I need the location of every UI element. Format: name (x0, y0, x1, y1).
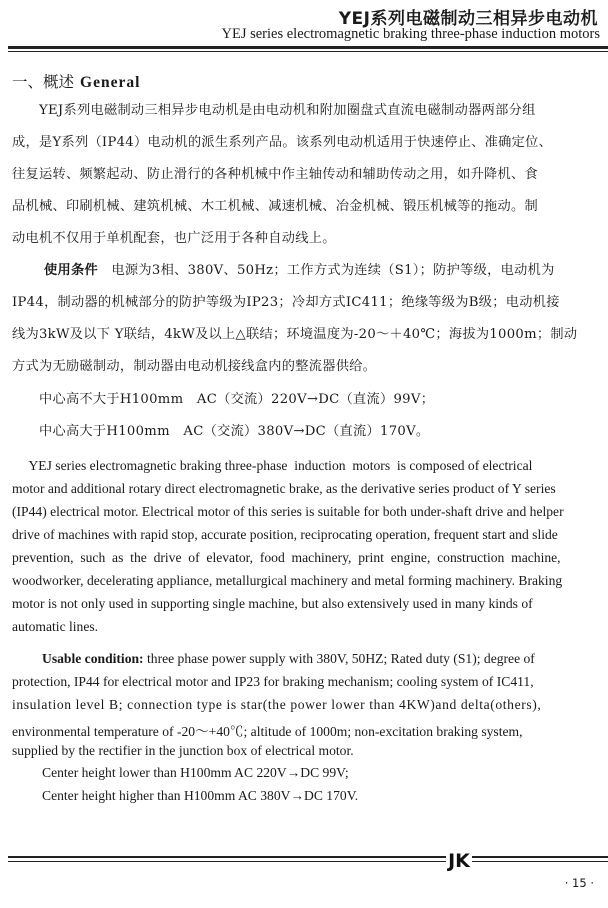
header-title-en: YEJ series electromagnetic braking three-phase induction motors (221, 26, 600, 42)
en-usage-first-line (42, 651, 535, 667)
zh-usage-first-line (44, 259, 555, 278)
en-usage-line: environmental temperature of -20～+40℃; altitude of 1000m; non-excitation braking system, (12, 724, 523, 739)
zh-usage-line: 线为3kW及以下 Y联结，4kW及以上△联结；环境温度为-20～＋40℃；海拔为1000m；制动 (12, 327, 578, 342)
company-logo: JK (446, 846, 472, 876)
header-rule-thin (8, 51, 608, 52)
en-center-height-line: Center height lower than H100mm AC 220V→DC 99V; (42, 765, 349, 780)
en-usage-line: supplied by the rectifier in the junction box of electrical motor. (12, 743, 354, 758)
zh-paragraph-line: 品机械、印刷机械、建筑机械、木工机械、减速机械、冶金机械、锻压机械等的拖动。制 (12, 199, 539, 214)
en-usage-line: protection, IP44 for electrical motor and IP23 for braking mechanism; cooling system of IC411, (12, 674, 534, 689)
en-usage-label: Usable condition: (42, 651, 144, 666)
en-paragraph-line: motor is not only used in supporting single machine, but also extensively used in many kinds of (12, 596, 533, 611)
footer-rule (8, 856, 608, 858)
en-paragraph-line: drive of machines with rapid stop, accurate position, reciprocating operation, frequent start and slide (12, 527, 558, 542)
zh-center-height-line: 中心高不大于H100mm AC（交流）220V→DC（直流）99V； (12, 392, 435, 407)
en-usage-line: three phase power supply with 380V, 50HZ; Rated duty (S1); degree of (143, 651, 535, 666)
en-center-height-line: Center height higher than H100mm AC 380V→DC 170V. (42, 788, 359, 803)
section-title (12, 70, 140, 92)
en-paragraph-line: automatic lines. (12, 619, 99, 634)
zh-usage-line: IP44，制动器的机械部分的防护等级为IP23；冷却方式IC411；绝缘等级为B级；电动机接 (12, 295, 560, 310)
header-rule (8, 46, 608, 49)
page-number: · 15 · (564, 876, 594, 890)
zh-paragraph-line: YEJ系列电磁制动三相异步电动机是由电动机和附加圈盘式直流电磁制动器两部分组 (12, 103, 536, 118)
zh-usage-line: 电源为3相、380V、50Hz；工作方式为连续（S1）；防护等级，电动机为 (97, 263, 555, 278)
en-paragraph-line: woodworker, decelerating appliance, metallurgical machinery and metal forming machinery. Braking (12, 573, 563, 588)
en-usage-line: insulation level B; connection type is star(the power lower than 4KW)and delta(others), (12, 697, 542, 712)
zh-paragraph-line: 成，是Y系列（IP44）电动机的派生系列产品。该系列电动机适用于快速停止、准确定位、 (12, 135, 553, 150)
zh-paragraph-line: 往复运转、频繁起动、防止滑行的各种机械中作主轴传动和辅助传动之用，如升降机、食 (12, 167, 539, 182)
zh-usage-label: 使用条件 (44, 263, 98, 278)
zh-usage-line: 方式为无励磁制动，制动器由电动机接线盒内的整流器供给。 (12, 359, 377, 374)
en-paragraph-line: prevention, such as the drive of elevator, food machinery, print engine, construction machine, (12, 550, 561, 565)
en-paragraph-line: (IP44) electrical motor. Electrical motor of this series is suitable for both under-shaft drive and helper (12, 504, 564, 519)
header-title-zh: YEJ系列电磁制动三相异步电动机 (338, 9, 598, 29)
en-paragraph-line: motor and additional rotary direct electromagnetic brake, as the derivative series product of Y series (12, 481, 556, 496)
section-title-zh: 一、概述 (12, 73, 75, 91)
footer-rule-thin (8, 861, 608, 862)
en-paragraph-line: YEJ series electromagnetic braking three-phase induction motors is composed of electrical (12, 458, 533, 473)
zh-paragraph-line: 动电机不仅用于单机配套，也广泛用于各种自动线上。 (12, 231, 336, 246)
zh-center-height-line: 中心高大于H100mm AC（交流）380V→DC（直流）170V。 (12, 424, 430, 439)
section-title-en: General (80, 74, 141, 91)
